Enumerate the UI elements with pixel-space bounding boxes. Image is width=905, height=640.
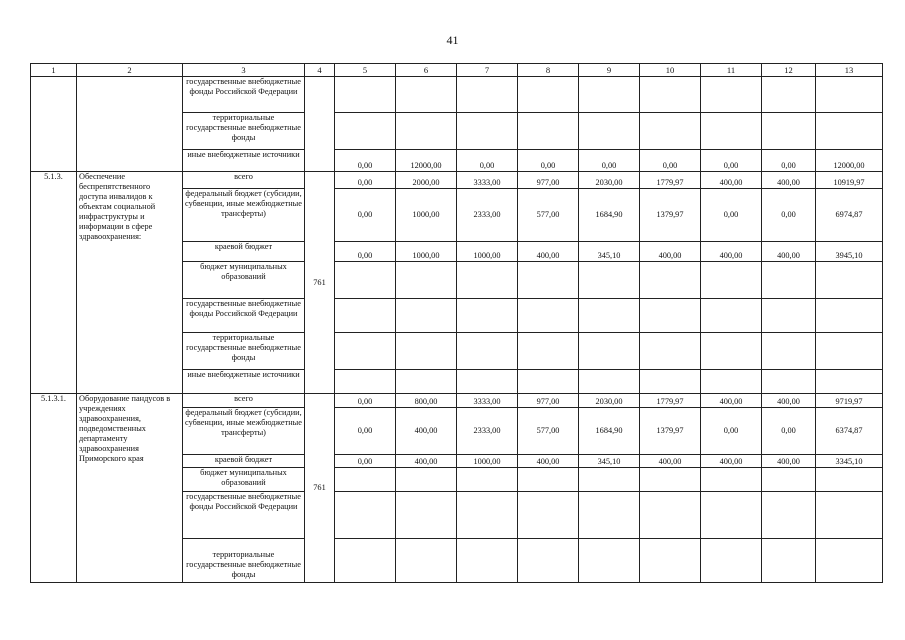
value-cell: 0,00 xyxy=(335,242,396,262)
value-cell: 6974,87 xyxy=(816,189,883,242)
source-cell: государственные внебюджетные фонды Российской Федерации xyxy=(183,299,305,333)
column-header: 4 xyxy=(305,64,335,77)
value-cell: 2333,00 xyxy=(457,408,518,455)
value-cell: 400,00 xyxy=(701,394,762,408)
source-cell: государственные внебюджетные фонды Российской Федерации xyxy=(183,492,305,539)
source-cell: краевой бюджет xyxy=(183,242,305,262)
value-cell: 1684,90 xyxy=(579,408,640,455)
source-cell: всего xyxy=(183,394,305,408)
value-cell: 1000,00 xyxy=(396,242,457,262)
value-cell: 800,00 xyxy=(396,394,457,408)
source-cell: территориальные государственные внебюджетные фонды xyxy=(183,113,305,150)
source-cell: краевой бюджет xyxy=(183,455,305,468)
name-cell xyxy=(77,77,183,172)
value-cell: 0,00 xyxy=(762,150,816,172)
value-cell: 2333,00 xyxy=(457,189,518,242)
value-cell: 1379,97 xyxy=(640,408,701,455)
value-cell: 10919,97 xyxy=(816,172,883,189)
value-cell: 0,00 xyxy=(518,150,579,172)
index-cell: 5.1.3.1. xyxy=(31,394,77,583)
value-cell: 577,00 xyxy=(518,189,579,242)
value-cell: 0,00 xyxy=(762,408,816,455)
index-cell xyxy=(31,77,77,172)
value-cell: 0,00 xyxy=(762,189,816,242)
value-cell: 0,00 xyxy=(335,394,396,408)
value-cell: 977,00 xyxy=(518,172,579,189)
value-cell: 0,00 xyxy=(640,150,701,172)
value-cell: 400,00 xyxy=(762,242,816,262)
column-header: 6 xyxy=(396,64,457,77)
column-header: 12 xyxy=(762,64,816,77)
value-cell: 3945,10 xyxy=(816,242,883,262)
value-cell: 400,00 xyxy=(701,455,762,468)
value-cell: 9719,97 xyxy=(816,394,883,408)
value-cell: 1379,97 xyxy=(640,189,701,242)
value-cell: 400,00 xyxy=(762,455,816,468)
code-cell: 761 xyxy=(305,172,335,394)
value-cell: 0,00 xyxy=(335,408,396,455)
column-number-row xyxy=(31,64,883,77)
value-cell: 12000,00 xyxy=(396,150,457,172)
column-header: 2 xyxy=(77,64,183,77)
value-cell: 400,00 xyxy=(640,242,701,262)
source-cell: бюджет муниципальных образований xyxy=(183,262,305,299)
value-cell: 1684,90 xyxy=(579,189,640,242)
code-cell: 761 xyxy=(305,394,335,583)
source-cell: всего xyxy=(183,172,305,189)
index-cell: 5.1.3. xyxy=(31,172,77,394)
value-cell: 0,00 xyxy=(701,408,762,455)
value-cell: 0,00 xyxy=(579,150,640,172)
table-row xyxy=(31,172,883,189)
name-cell: Оборудование пандусов в учреждениях здравоохранения, подведомственных департаменту здравоохранения Приморского края xyxy=(77,394,183,583)
value-cell: 400,00 xyxy=(701,242,762,262)
value-cell: 400,00 xyxy=(396,408,457,455)
value-cell: 400,00 xyxy=(762,394,816,408)
source-cell: федеральный бюджет (субсидии, субвенции, иные межбюджетные трансферты) xyxy=(183,189,305,242)
value-cell: 577,00 xyxy=(518,408,579,455)
value-cell: 400,00 xyxy=(762,172,816,189)
value-cell: 1000,00 xyxy=(396,189,457,242)
source-cell: государственные внебюджетные фонды Российской Федерации xyxy=(183,77,305,113)
column-header: 8 xyxy=(518,64,579,77)
code-cell xyxy=(305,77,335,172)
value-cell: 1779,97 xyxy=(640,172,701,189)
value-cell: 1779,97 xyxy=(640,394,701,408)
column-header: 11 xyxy=(701,64,762,77)
value-cell: 0,00 xyxy=(457,150,518,172)
value-cell: 0,00 xyxy=(701,150,762,172)
column-header: 10 xyxy=(640,64,701,77)
source-cell: бюджет муниципальных образований xyxy=(183,468,305,492)
column-header: 1 xyxy=(31,64,77,77)
value-cell: 977,00 xyxy=(518,394,579,408)
value-cell: 0,00 xyxy=(335,455,396,468)
value-cell: 400,00 xyxy=(701,172,762,189)
source-cell: территориальные государственные внебюджетные фонды xyxy=(183,333,305,370)
value-cell: 0,00 xyxy=(701,189,762,242)
value-cell: 1000,00 xyxy=(457,242,518,262)
budget-table xyxy=(30,63,883,583)
value-cell: 2000,00 xyxy=(396,172,457,189)
value-cell: 3333,00 xyxy=(457,172,518,189)
value-cell: 400,00 xyxy=(518,242,579,262)
value-cell: 1000,00 xyxy=(457,455,518,468)
value-cell: 0,00 xyxy=(335,189,396,242)
source-cell: федеральный бюджет (субсидии, субвенции, иные межбюджетные трансферты) xyxy=(183,408,305,455)
source-cell: иные внебюджетные источники xyxy=(183,150,305,172)
table-row xyxy=(31,394,883,408)
value-cell: 400,00 xyxy=(396,455,457,468)
column-header: 9 xyxy=(579,64,640,77)
value-cell: 345,10 xyxy=(579,455,640,468)
column-header: 3 xyxy=(183,64,305,77)
column-header: 5 xyxy=(335,64,396,77)
value-cell: 0,00 xyxy=(335,150,396,172)
value-cell: 0,00 xyxy=(335,172,396,189)
column-header: 7 xyxy=(457,64,518,77)
table-row xyxy=(31,77,883,113)
value-cell: 400,00 xyxy=(518,455,579,468)
source-cell: территориальные государственные внебюджетные фонды xyxy=(183,539,305,583)
source-cell: иные внебюджетные источники xyxy=(183,370,305,394)
column-header: 13 xyxy=(816,64,883,77)
value-cell: 400,00 xyxy=(640,455,701,468)
value-cell: 345,10 xyxy=(579,242,640,262)
value-cell: 6374,87 xyxy=(816,408,883,455)
value-cell: 3345,10 xyxy=(816,455,883,468)
value-cell: 3333,00 xyxy=(457,394,518,408)
name-cell: Обеспечение беспрепятственного доступа инвалидов к объектам социальной инфраструктуры и информации в сфере здравоохранения: xyxy=(77,172,183,394)
value-cell: 12000,00 xyxy=(816,150,883,172)
value-cell: 2030,00 xyxy=(579,394,640,408)
page-number: 41 xyxy=(446,33,459,47)
value-cell: 2030,00 xyxy=(579,172,640,189)
